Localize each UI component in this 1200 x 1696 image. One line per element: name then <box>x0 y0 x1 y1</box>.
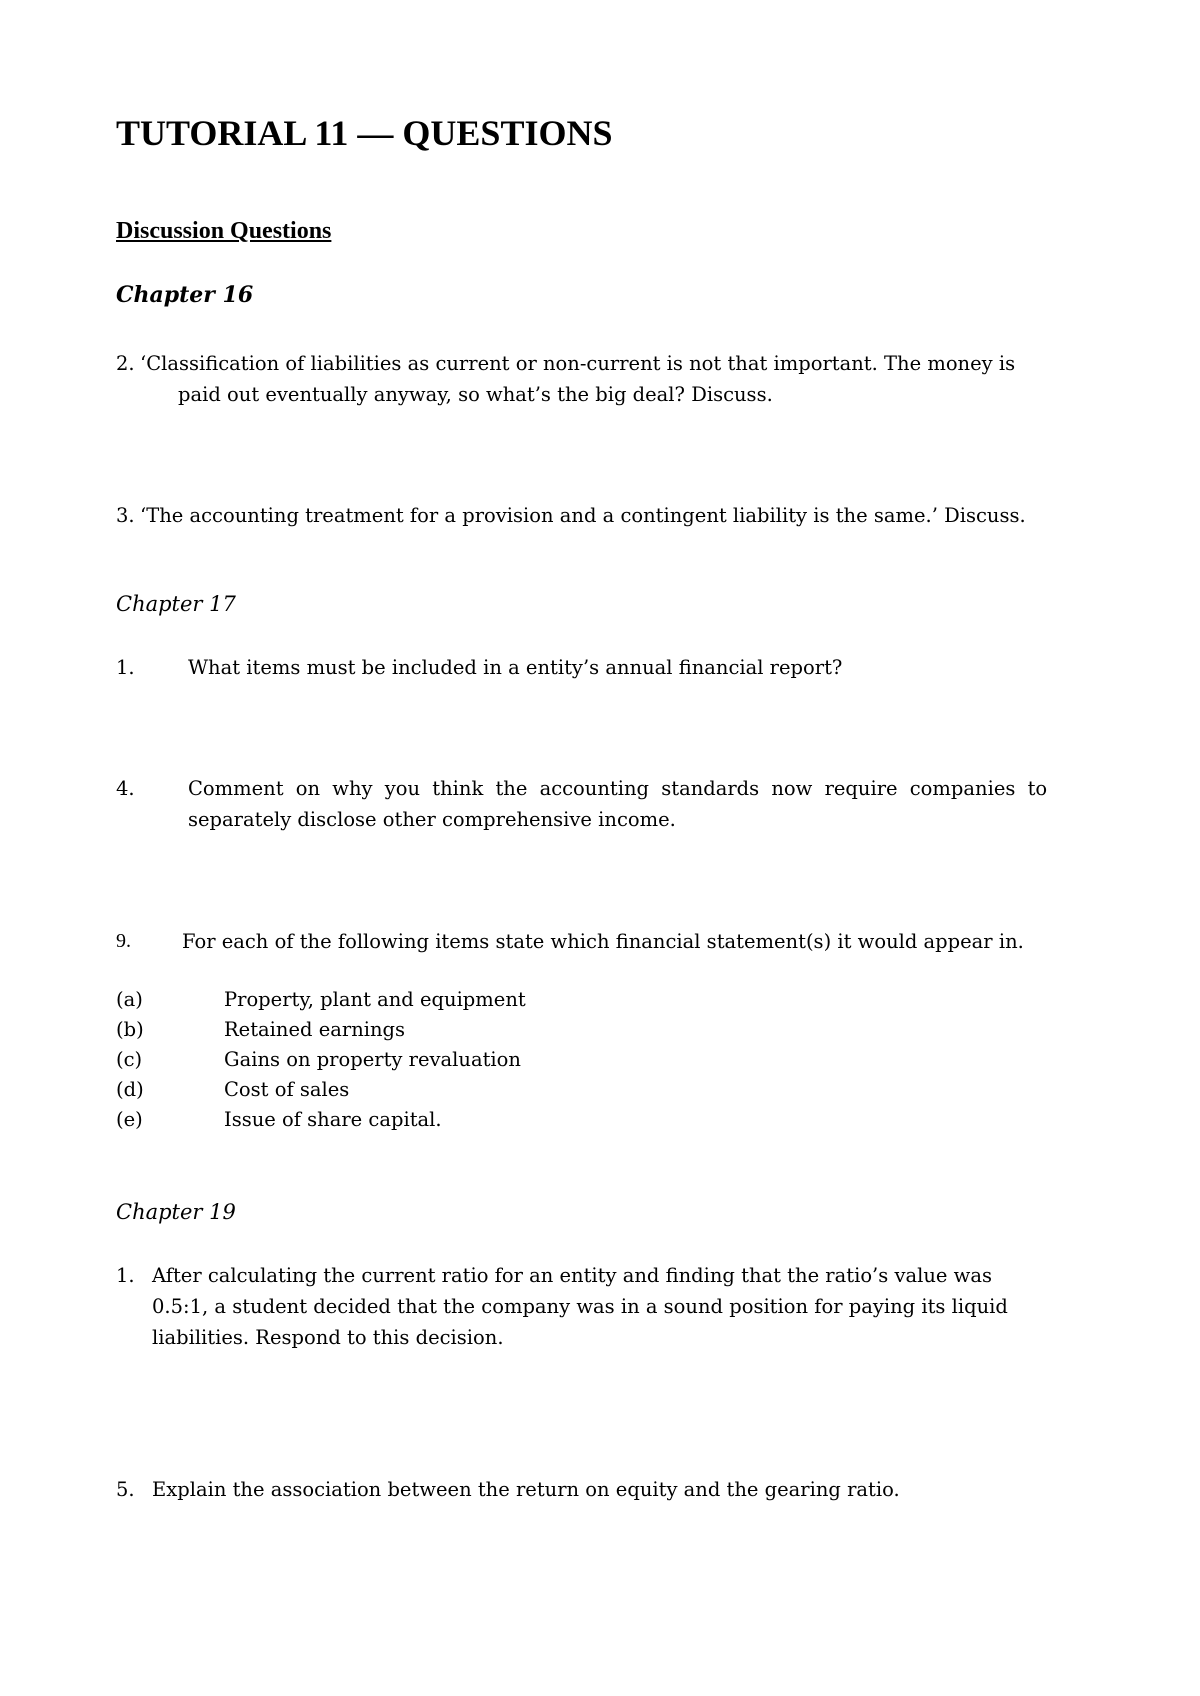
question-number: 4. <box>116 777 135 800</box>
item-text: Retained earnings <box>224 1018 406 1041</box>
question-text: ‘The accounting treatment for a provision and a contingent liability is the same.’ Discuss. <box>140 504 1026 527</box>
item-label: (a) <box>116 988 143 1011</box>
question-number: 3. <box>116 504 135 527</box>
question-text: Explain the association between the return on equity and the gearing ratio. <box>152 1478 900 1501</box>
question-text-line: liabilities. Respond to this decision. <box>152 1326 504 1349</box>
question-number: 5. <box>116 1478 135 1501</box>
question-text: What items must be included in a entity’s annual financial report? <box>188 656 843 679</box>
item-text: Cost of sales <box>224 1078 350 1101</box>
list-item <box>116 1108 716 1138</box>
question-17-4 <box>116 773 1096 835</box>
question-text-line: separately disclose other comprehensive income. <box>188 808 676 831</box>
question-text-line: paid out eventually anyway, so what’s the big deal? Discuss. <box>178 383 773 406</box>
list-item <box>116 1018 716 1048</box>
question-number: 9. <box>116 930 131 952</box>
list-item <box>116 1048 716 1078</box>
question-text-line: ‘Classification of liabilities as current or non-current is not that important. The money is <box>140 352 1016 375</box>
question-text-line: Comment on why you think the accounting standards now require companies to <box>188 777 1048 800</box>
item-text: Property, plant and equipment <box>224 988 526 1011</box>
item-label: (b) <box>116 1018 144 1041</box>
question-text-line: 0.5:1, a student decided that the company was in a sound position for paying its liquid <box>152 1295 1008 1318</box>
item-text: Gains on property revaluation <box>224 1048 521 1071</box>
question-number: 1. <box>116 1264 135 1287</box>
question-number: 2. <box>116 352 135 375</box>
question-16-2 <box>116 348 1096 410</box>
item-label: (c) <box>116 1048 143 1071</box>
page-title: TUTORIAL 11 — QUESTIONS <box>116 113 613 153</box>
item-text: Issue of share capital. <box>224 1108 442 1131</box>
item-label: (d) <box>116 1078 144 1101</box>
chapter-19-heading: Chapter 19 <box>116 1200 236 1224</box>
question-number: 1. <box>116 656 135 679</box>
chapter-16-heading: Chapter 16 <box>116 282 254 308</box>
list-item <box>116 988 716 1018</box>
chapter-17-heading: Chapter 17 <box>116 592 236 616</box>
item-label: (e) <box>116 1108 143 1131</box>
question-text: For each of the following items state which financial statement(s) it would appear in. <box>182 930 1024 953</box>
list-item <box>116 1078 716 1108</box>
section-heading: Discussion Questions <box>116 218 332 244</box>
question-text-line: After calculating the current ratio for an entity and finding that the ratio’s value was <box>152 1264 992 1287</box>
item-list <box>116 988 716 1138</box>
